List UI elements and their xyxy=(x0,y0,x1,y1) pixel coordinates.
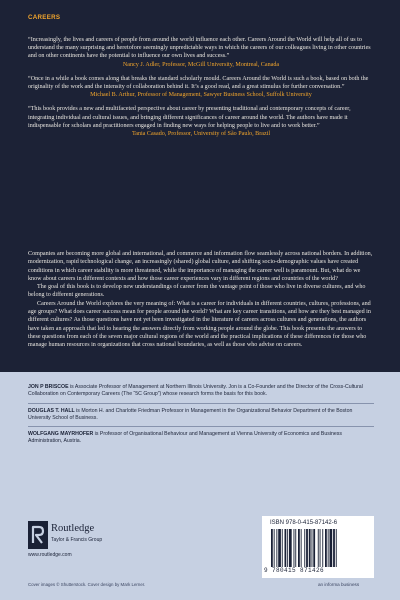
barcode-bar xyxy=(309,529,311,567)
author-name: DOUGLAS T. HALL xyxy=(28,407,75,414)
endorsement-text: “Increasingly, the lives and careers of people from around the world influence each other. Careers Around the World will help all of us to understand the many surprising and heretofore seemingly unpredictable ways in which the careers of our colleagues living in other countries and on other continents have the potential to influence our own lives and success.” xyxy=(28,37,371,60)
barcode-bar xyxy=(294,529,295,567)
barcode-digits: 9 780415 871426 xyxy=(264,567,325,574)
publisher-group: Taylor & Francis Group xyxy=(51,537,103,543)
author-bio xyxy=(28,384,374,404)
isbn-label: ISBN 978-0-415-87142-6 xyxy=(270,520,338,526)
barcode-bar xyxy=(274,529,275,567)
author-description: is Morton H. and Charlotte Friedman Professor in Management in the Organizational Behavior Department of the Boston University School of Business. xyxy=(28,407,353,421)
barcode-bar xyxy=(282,529,283,567)
barcode-bar xyxy=(312,529,313,567)
category-label: CAREERS xyxy=(28,14,61,21)
barcode-bar xyxy=(271,529,273,567)
informa-tagline: an informa business xyxy=(318,582,360,587)
barcode-bar xyxy=(285,529,287,567)
barcode-bar xyxy=(328,529,329,567)
author-bio xyxy=(28,408,374,428)
description-paragraph: Careers Around the World explores the very meaning of: What is a career for individuals in different countries, cultures, professions, and age groups? What does career success mean for people around the world? What are key career transitions, and how are they best managed in different cultures? As those questions have not yet been investigated in the literature of careers across cultures and generations, the authors have taken an approach that led to hearing the answers directly from working people around the globe. This book presents the answers to these questions from each of the seven major cultural regions of the world and the practical implications of these differences for those who manage human resources in organizations that cross national boundaries, as well as those who advise on careers. xyxy=(28,300,371,349)
barcode-bar xyxy=(287,529,288,567)
author-bio xyxy=(28,431,374,450)
cover-credit: Cover images © Shutterstock. Cover design by Mark Lerner. xyxy=(28,582,146,587)
barcode-bar xyxy=(330,529,333,567)
barcode-bar xyxy=(318,529,319,567)
barcode-bar xyxy=(336,529,337,567)
barcode-bar xyxy=(320,529,321,567)
author-name: WOLFGANG MAYRHOFER xyxy=(28,431,94,438)
barcode-bar xyxy=(289,529,292,567)
endorsement-text: “Once in a while a book comes along that breaks the standard scholarly mould. Careers Around the World is such a book, based on both the originality of the work and the intensity of collaboration behind it. It’s a good read, and a great stimulus for further conversation.” xyxy=(28,75,369,91)
endorsement-1 xyxy=(28,36,374,69)
barcode-bar xyxy=(298,529,300,567)
book-description xyxy=(28,250,374,350)
publisher-url: www.routledge.com xyxy=(28,552,72,558)
description-paragraph: The goal of this book is to develop new understandings of career from the vantage point of those who live in diverse cultures, and who belong to different generations. xyxy=(28,284,366,299)
barcode-bar xyxy=(313,529,315,567)
publisher-name: Routledge xyxy=(51,523,95,534)
endorsement-text: “This book provides a new and multifaceted perspective about career by presenting traditional and contemporary concepts of career, integrating individual and cultural issues, and bringing different significances of career around the world. The authors have made it indispensable for scholars and practitioners engaged in finding new ways for helping people to live and to work better.” xyxy=(28,106,351,129)
description-paragraph: Companies are becoming more global and international, and commerce and information flow seamlessly across national borders. In addition, modernization, rapid technological change, an increasingly (shared) global culture, and shifting socio-demographic values have created conditions in which career stability is more threatened, while the importance of managing the career well is paramount. But, what do we know about careers in different contexts and how those career experiences vary in different regions and countries of the world? xyxy=(28,251,373,282)
endorsement-2 xyxy=(28,75,374,100)
barcode-bar xyxy=(276,529,277,567)
isbn-barcode xyxy=(262,516,374,578)
endorsement-attribution: Nancy J. Adler, Professor, McGill University, Montreal, Canada xyxy=(122,61,280,68)
barcode-bar xyxy=(301,529,302,567)
endorsement-attribution: Tania Casado, Professor, University of São Paulo, Brazil xyxy=(131,131,271,138)
author-bios xyxy=(28,384,374,454)
endorsement-3 xyxy=(28,105,374,138)
endorsement-attribution: Michael B. Arthur, Professor of Management, Sawyer Business School, Suffolk University xyxy=(90,92,312,99)
barcode-bar xyxy=(333,529,335,567)
barcode-bar xyxy=(278,529,281,567)
barcode-icon xyxy=(270,529,366,567)
routledge-r-icon xyxy=(28,521,48,549)
publisher-logo xyxy=(28,520,178,560)
barcode-bar xyxy=(325,529,327,567)
author-description: is Professor of Organisational Behaviour and Management at Vienna University of Economics and Business Administration, Austria. xyxy=(28,431,342,445)
author-name: JON P BRISCOE xyxy=(28,384,69,390)
barcode-bar xyxy=(304,529,305,567)
barcode-bar xyxy=(295,529,296,567)
author-description: is Associate Professor of Management at Northern Illinois University. Jon is a Co-Founder and the Director of the Cross-Cultural Collaboration on Contemporary Careers (The “5C Group”) whose research forms the basis for this book. xyxy=(28,384,363,398)
barcode-bar xyxy=(306,529,308,567)
endorsements xyxy=(28,36,374,144)
barcode-bar xyxy=(322,529,323,567)
